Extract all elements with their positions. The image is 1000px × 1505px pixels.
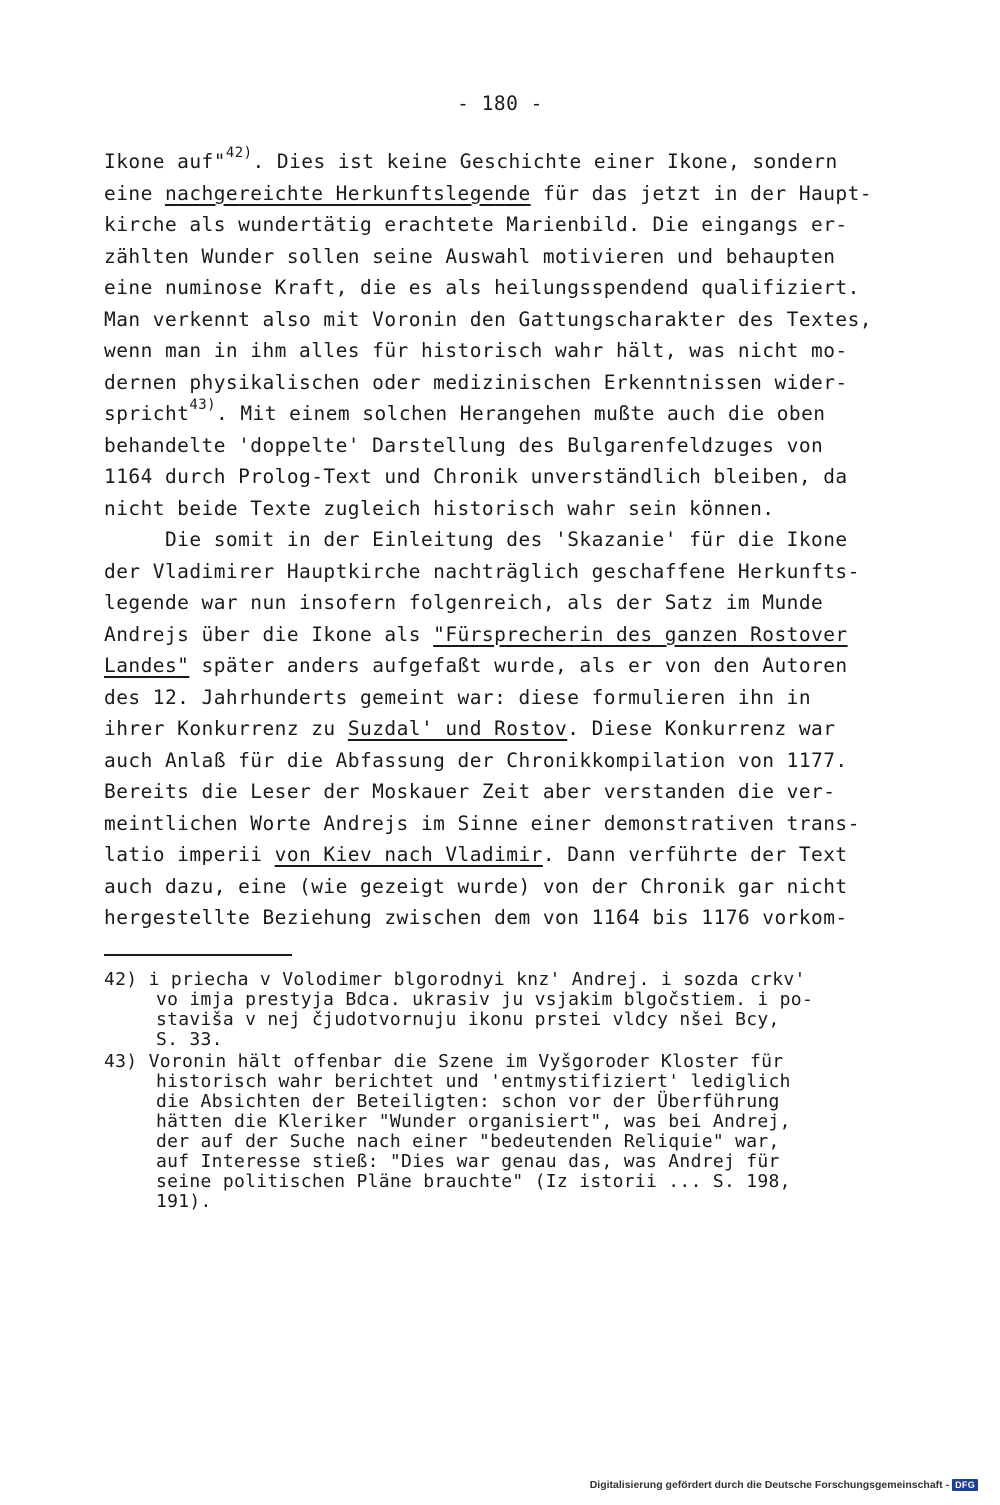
footnote-line: [104, 990, 904, 1010]
text-segment: für das jetzt in der Haupt-: [530, 181, 872, 205]
text-segment: 1164 durch Prolog-Text und Chronik unverständlich bleiben, da: [104, 465, 848, 488]
text-line: [104, 713, 904, 745]
text-segment: Bereits die Leser der Moskauer Zeit aber verstanden die ver-: [104, 780, 836, 803]
text-segment: hergestellte Beziehung zwischen dem von 1164 bis 1176 vorkom-: [104, 906, 848, 929]
footnote-text: auf Interesse stieß: "Dies war genau das, was Andrej für: [156, 1151, 780, 1172]
underlined-text: von Kiev nach Vladimir: [274, 843, 543, 866]
text-line: [104, 178, 904, 210]
text-segment: des 12. Jahrhunderts gemeint war: diese formulieren ihn in: [104, 685, 812, 709]
footnote-text: staviša v nej čjudotvornuju ikonu prstei vldcy nšei Bcy,: [156, 1009, 780, 1030]
text-line: [104, 902, 904, 934]
text-segment: der Vladimirer Hauptkirche nachträglich geschaffene Herkunfts-: [104, 559, 860, 583]
text-segment: Andrejs über die Ikone als: [104, 622, 434, 646]
text-segment: später anders aufgefaßt wurde, als er von den Autoren: [189, 654, 848, 677]
text-segment: eine numinose Kraft, die es als heilungsspendend qualifiziert.: [104, 276, 860, 299]
footnote-line: [104, 1010, 904, 1030]
text-segment: auch Anlaß für die Abfassung der Chronikkompilation von 1177.: [104, 748, 848, 772]
footnote-text: der auf der Suche nach einer "bedeutenden Reliquie" war,: [156, 1131, 780, 1152]
text-line: [104, 556, 904, 588]
text-line: [104, 839, 904, 871]
footnote-line: [104, 970, 904, 990]
footnote-text: vo imja prestyja Bdca. ukrasiv ju vsjakim blgočstiem. i po-: [156, 989, 814, 1010]
text-segment: Man verkennt also mit Voronin den Gattungscharakter des Textes,: [104, 307, 872, 331]
text-line: [104, 745, 904, 777]
footnote-separator: [104, 954, 292, 956]
text-segment: spricht: [104, 402, 190, 425]
footnote-reference: 42): [225, 145, 253, 161]
footnote-text: Voronin hält offenbar die Szene im Vyšgoroder Kloster für: [148, 1051, 784, 1072]
footnote-text: historisch wahr berichtet und 'entmystifiziert' lediglich: [156, 1071, 791, 1092]
text-segment: nicht beide Texte zugleich historisch wahr sein können.: [104, 496, 775, 520]
footnote-text: i priecha v Volodimer blgorodnyi knz' Andrej. i sozda crkv': [148, 969, 806, 990]
footnote-text: hätten die Kleriker "Wunder organisiert", was bei Andrej,: [156, 1111, 791, 1132]
text-line: [104, 682, 904, 714]
digitization-credit: [590, 1479, 978, 1491]
text-line: [104, 335, 904, 367]
text-segment: wenn man in ihm alles für historisch wahr hält, was nicht mo-: [104, 339, 848, 362]
footnote: [104, 970, 904, 1050]
text-line: [104, 430, 904, 462]
text-line: [104, 871, 904, 903]
footnote-line: [104, 1192, 904, 1212]
text-line: [104, 650, 904, 682]
footnote-line: [104, 1052, 904, 1072]
text-line: [104, 808, 904, 840]
text-line: [104, 587, 904, 619]
text-line: [104, 146, 904, 178]
text-segment: ihrer Konkurrenz zu: [104, 717, 348, 740]
underlined-text: Landes": [104, 654, 190, 677]
text-segment: . Diese Konkurrenz war: [567, 717, 836, 740]
text-segment: meintlichen Worte Andrejs im Sinne einer demonstrativen trans-: [104, 811, 860, 835]
text-segment: . Mit einem solchen Herangehen mußte auch die oben: [215, 402, 826, 425]
text-segment: eine: [104, 181, 165, 205]
footnote-line: [104, 1132, 904, 1152]
text-segment: dernen physikalischen oder medizinischen Erkenntnissen wider-: [104, 370, 848, 394]
text-line: [104, 619, 904, 651]
footnote-line: [104, 1172, 904, 1192]
page-number: - 180 -: [457, 92, 543, 115]
text-line: [104, 367, 904, 399]
text-segment: behandelte 'doppelte' Darstellung des Bulgarenfeldzuges von: [104, 433, 824, 457]
text-segment: . Dies ist keine Geschichte einer Ikone, sondern: [252, 150, 838, 173]
footnote-text: 191).: [156, 1191, 212, 1212]
footnote-text: seine politischen Pläne brauchte" (Iz istorii ... S. 198,: [156, 1171, 791, 1192]
text-segment: Die somit in der Einleitung des 'Skazanie' für die Ikone: [104, 528, 848, 551]
text-line: [104, 461, 904, 493]
text-line: [104, 209, 904, 241]
text-segment: auch dazu, eine (wie gezeigt wurde) von der Chronik gar nicht: [104, 874, 848, 898]
footnote-reference: 43): [189, 397, 216, 413]
dfg-logo: DFG: [952, 1479, 978, 1491]
footnote-label: 43): [104, 1051, 138, 1072]
text-segment: Ikone auf": [104, 150, 226, 173]
footnote-line: [104, 1072, 904, 1092]
text-segment: latio imperii: [104, 843, 275, 866]
text-segment: kirche als wundertätig erachtete Marienbild. Die eingangs er-: [104, 213, 848, 236]
text-line: [104, 524, 904, 556]
text-line: [104, 272, 904, 304]
underlined-text: "Fürsprecherin des ganzen Rostover: [433, 622, 848, 646]
text-line: [104, 304, 904, 336]
footnote-line: [104, 1152, 904, 1172]
text-line: [104, 493, 904, 525]
footnote-text: S. 33.: [156, 1029, 223, 1050]
underlined-text: nachgereichte Herkunftslegende: [164, 181, 531, 205]
footnote: [104, 1052, 904, 1212]
credit-text: Digitalisierung gefördert durch die Deutsche Forschungsgemeinschaft -: [589, 1479, 950, 1491]
footnote-line: [104, 1112, 904, 1132]
text-line: [104, 398, 904, 430]
text-segment: zählten Wunder sollen seine Auswahl motivieren und behaupten: [104, 244, 836, 268]
text-line: [104, 776, 904, 808]
text-segment: legende war nun insofern folgenreich, als der Satz im Munde: [104, 591, 824, 614]
footnote-label: 42): [104, 969, 138, 990]
footnotes: [104, 970, 904, 1214]
text-segment: . Dann verführte der Text: [542, 843, 848, 866]
underlined-text: Suzdal' und Rostov: [347, 717, 568, 740]
text-line: [104, 241, 904, 273]
footnote-line: [104, 1030, 904, 1050]
footnote-text: die Absichten der Beteiligten: schon vor der Überführung: [156, 1091, 780, 1112]
body-text: [104, 146, 904, 934]
footnote-line: [104, 1092, 904, 1112]
